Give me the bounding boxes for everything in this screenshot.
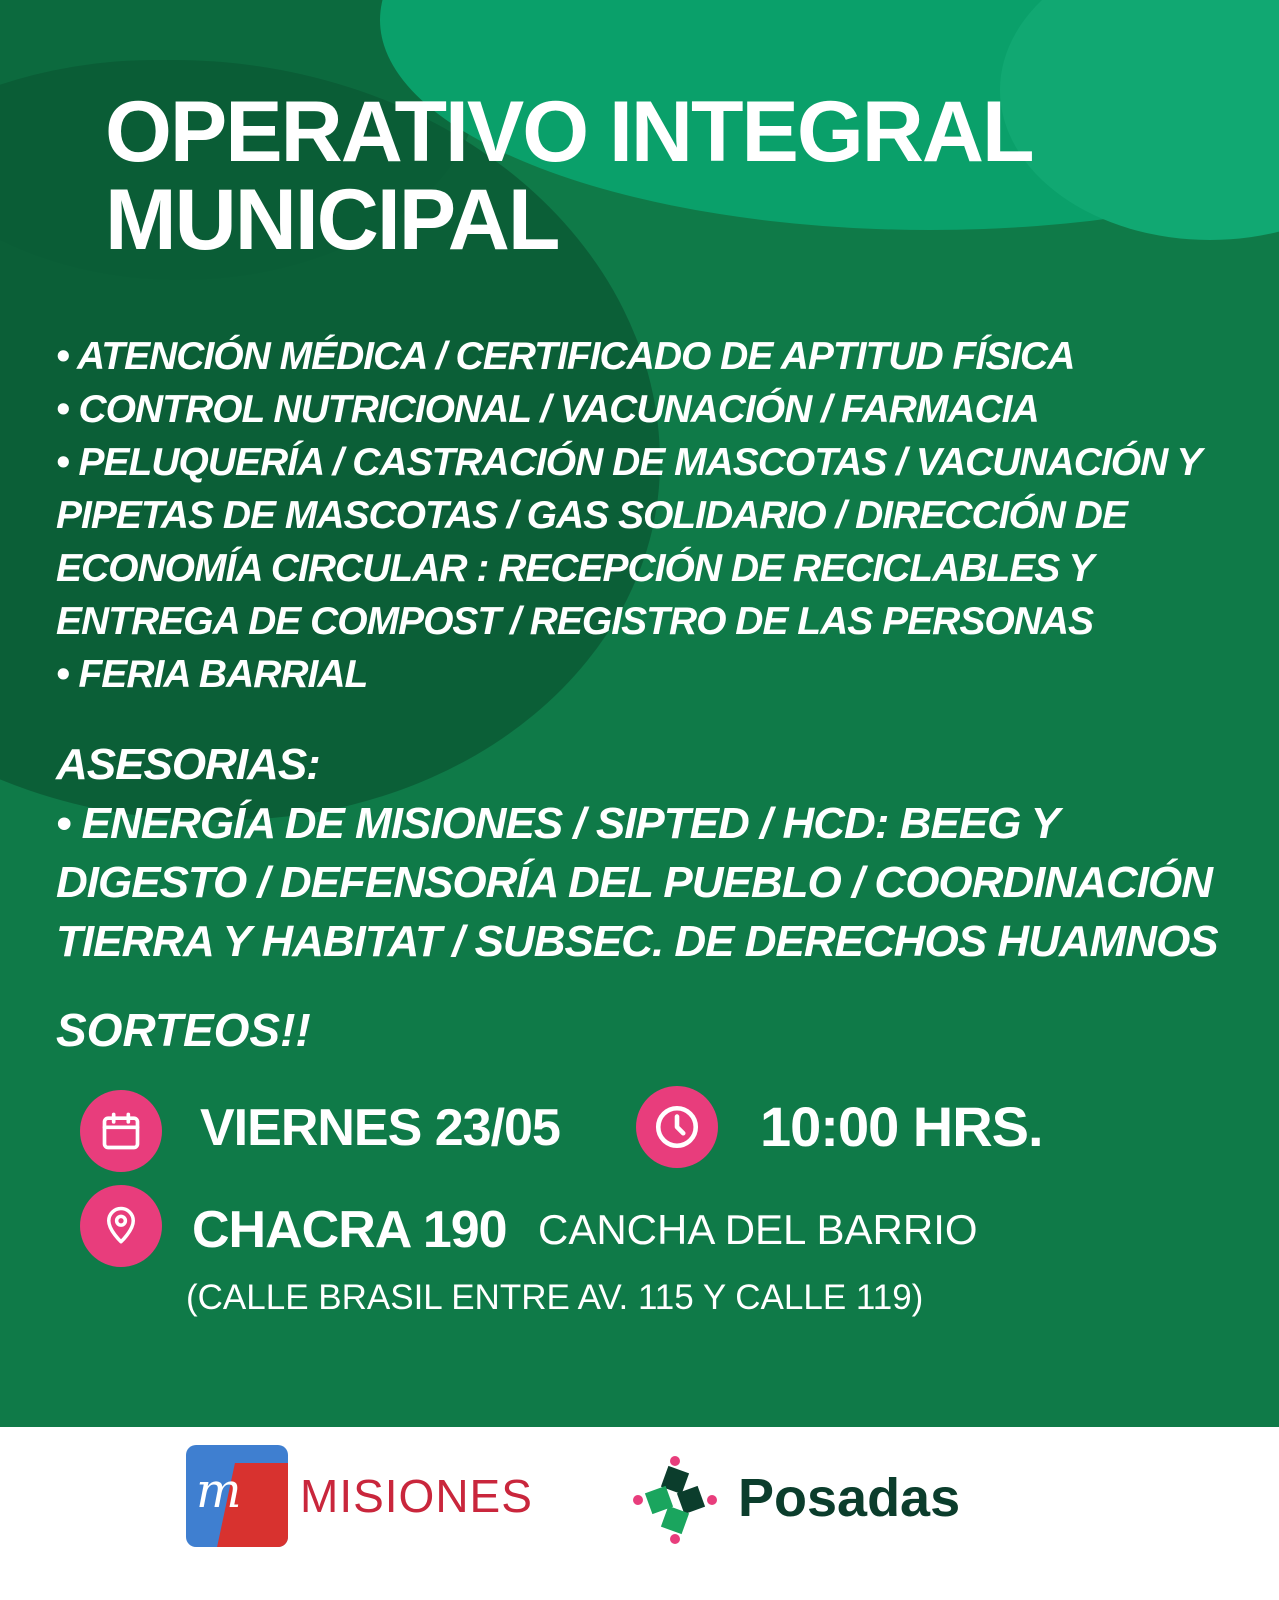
event-time: 10:00 HRS.	[760, 1095, 1043, 1158]
misiones-logo-icon: m	[186, 1445, 288, 1547]
page-title	[105, 84, 1033, 268]
service-line: ENTREGA DE COMPOST / REGISTRO DE LAS PERSONAS	[56, 600, 1094, 643]
asesorias-section	[56, 735, 1256, 971]
footer	[0, 1427, 1279, 1600]
clock-icon	[636, 1086, 718, 1168]
event-place: CHACRA 190	[192, 1201, 507, 1259]
service-line: • CONTROL NUTRICIONAL / VACUNACIÓN / FARMACIA	[56, 388, 1039, 431]
service-line: PIPETAS DE MASCOTAS / GAS SOLIDARIO / DIRECCIÓN DE	[56, 494, 1127, 537]
sorteos-text: SORTEOS!!	[56, 1004, 311, 1056]
title-line: OPERATIVO INTEGRAL	[105, 84, 1033, 180]
asesorias-heading: ASESORIAS:	[56, 740, 320, 789]
asesorias-line: DIGESTO / DEFENSORÍA DEL PUEBLO / COORDINACIÓN	[56, 858, 1212, 907]
location-pin-icon	[80, 1185, 162, 1267]
misiones-logo-text: MISIONES	[300, 1470, 533, 1522]
service-line: • PELUQUERÍA / CASTRACIÓN DE MASCOTAS / VACUNACIÓN Y	[56, 441, 1202, 484]
service-line: ECONOMÍA CIRCULAR : RECEPCIÓN DE RECICLABLES Y	[56, 547, 1094, 590]
service-line: • ATENCIÓN MÉDICA / CERTIFICADO DE APTITUD FÍSICA	[56, 335, 1075, 378]
event-address: (CALLE BRASIL ENTRE AV. 115 Y CALLE 119)	[186, 1278, 924, 1317]
services-list	[56, 330, 1256, 701]
calendar-icon	[80, 1090, 162, 1172]
asesorias-line: TIERRA Y HABITAT / SUBSEC. DE DERECHOS HUAMNOS	[56, 917, 1218, 966]
event-venue: CANCHA DEL BARRIO	[538, 1206, 978, 1253]
title-line: MUNICIPAL	[105, 172, 559, 268]
posadas-logo-icon	[630, 1455, 720, 1545]
asesorias-line: • ENERGÍA DE MISIONES / SIPTED / HCD: BEEG Y	[56, 799, 1060, 848]
event-date: VIERNES 23/05	[200, 1099, 560, 1157]
posadas-logo-text: Posadas	[738, 1468, 961, 1528]
service-line: • FERIA BARRIAL	[56, 653, 368, 696]
